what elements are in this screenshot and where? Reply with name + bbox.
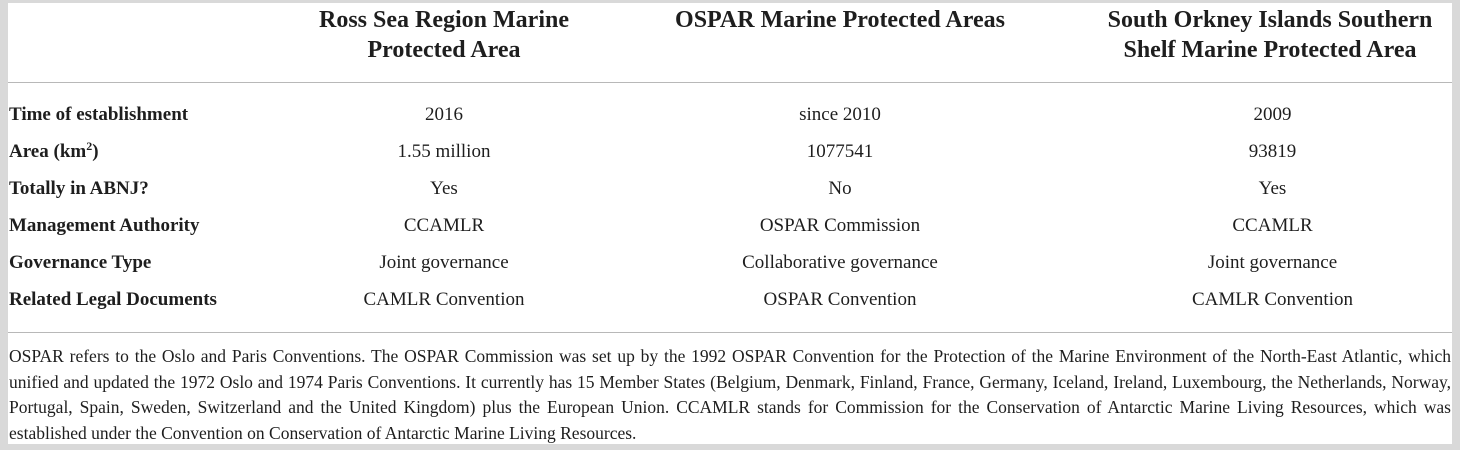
table-cell: CAMLR Convention xyxy=(1192,289,1353,310)
row-label-text: Area (km xyxy=(9,141,87,162)
row-label: Totally in ABNJ? xyxy=(9,178,149,199)
table-row xyxy=(8,177,1452,214)
column-header-ospar xyxy=(640,5,1040,35)
table-row xyxy=(8,288,1452,325)
table-cell: 93819 xyxy=(1248,141,1297,162)
table-cell: 1.55 million xyxy=(397,141,491,162)
table-cell: CCAMLR xyxy=(403,215,485,236)
row-label-suffix: ) xyxy=(92,141,99,162)
table-footnote: OSPAR refers to the Oslo and Paris Conventions. The OSPAR Commission was set up by the 1992 OSPAR Convention for the Protection of the Marine Environment of the North-East Atlantic, which unified and updated the 1972 Oslo and 1974 Paris Conventions. It currently has 15 Member States (Belgium, Denmark, Finland, France, Germany, Iceland, Ireland, Luxembourg, the Netherlands, Norway, Portugal, Spain, Sweden, Switzerland and the United Kingdom) plus the European Union. CCAMLR stands for Commission for the Conservation of Antarctic Marine Living Resources, which was established under the Convention on Conservation of Antarctic Marine Living Resources. xyxy=(9,346,1451,443)
column-header-line: Ross Sea Region Marine xyxy=(319,7,569,33)
column-header-line: Shelf Marine Protected Area xyxy=(1123,37,1417,63)
column-header-south-orkney xyxy=(1080,5,1460,65)
table-cell: 2009 xyxy=(1253,104,1292,125)
table-cell: Yes xyxy=(430,178,458,199)
table-cell: CCAMLR xyxy=(1232,215,1313,236)
column-header-ross-sea xyxy=(300,5,588,65)
footnote-divider xyxy=(8,332,1452,333)
table-cell: Joint governance xyxy=(1207,252,1338,273)
column-header-line: South Orkney Islands Southern xyxy=(1107,7,1433,33)
row-label: Related Legal Documents xyxy=(9,289,217,310)
table-row xyxy=(8,103,1452,140)
table-cell: since 2010 xyxy=(799,104,881,125)
column-header-line: Protected Area xyxy=(367,37,521,63)
table-cell: 2016 xyxy=(425,104,463,125)
table-cell: OSPAR Commission xyxy=(759,215,921,236)
row-label: Management Authority xyxy=(9,215,200,236)
row-label: Time of establishment xyxy=(9,104,189,125)
table-cell: No xyxy=(828,178,852,199)
table-cell: 1077541 xyxy=(806,141,874,162)
table-cell: Yes xyxy=(1258,178,1287,199)
table-row xyxy=(8,140,1452,177)
table-row xyxy=(8,251,1452,288)
table-cell: Collaborative governance xyxy=(742,252,938,273)
row-label: Governance Type xyxy=(9,252,152,273)
table-cell: CAMLR Convention xyxy=(363,289,525,310)
superscript: 2 xyxy=(86,139,93,153)
table-cell: Joint governance xyxy=(379,252,509,273)
row-label xyxy=(9,140,99,164)
header-divider xyxy=(8,82,1452,83)
column-header-line: OSPAR Marine Protected Areas xyxy=(675,7,1005,33)
table-row xyxy=(8,214,1452,251)
table-cell: OSPAR Convention xyxy=(763,289,917,310)
